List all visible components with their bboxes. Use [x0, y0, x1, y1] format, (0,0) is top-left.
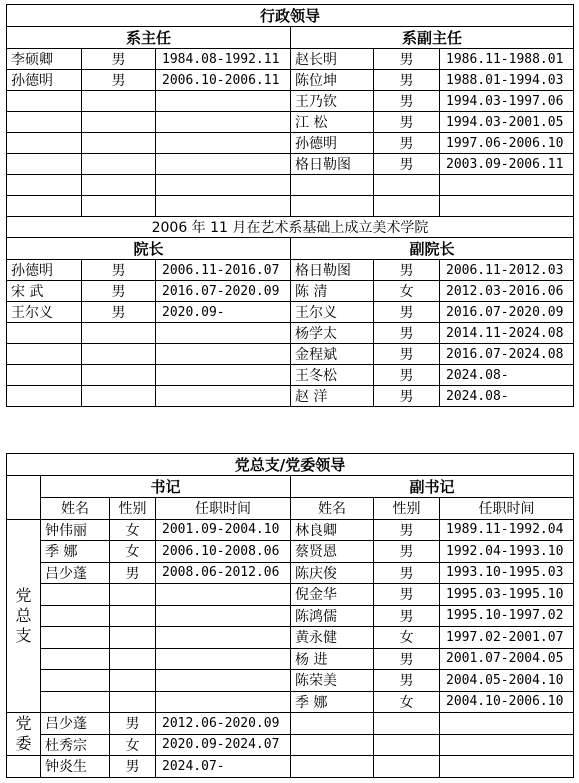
person-gender: 女	[110, 541, 156, 563]
table-row	[7, 584, 574, 606]
person-term: 1989.11-1992.04	[440, 519, 574, 541]
empty-cell	[41, 691, 110, 713]
person-name: 陈荣美	[291, 670, 374, 692]
empty-cell	[7, 133, 82, 154]
empty-cell	[156, 175, 291, 196]
empty-cell	[7, 386, 82, 407]
empty-cell	[374, 196, 440, 217]
person-name: 王尔义	[291, 302, 374, 323]
empty-cell	[156, 670, 291, 692]
person-gender: 女	[374, 281, 440, 302]
empty-cell	[291, 196, 374, 217]
person-gender: 女	[374, 627, 440, 649]
person-term: 2006.10-2006.11	[156, 70, 291, 91]
person-gender: 男	[82, 70, 156, 91]
empty-cell	[82, 386, 156, 407]
empty-cell	[156, 323, 291, 344]
person-term: 2014.11-2024.08	[440, 323, 574, 344]
person-name: 吕少蓬	[41, 713, 110, 735]
empty-cell	[291, 175, 374, 196]
table-row	[7, 323, 574, 344]
empty-cell	[291, 713, 374, 735]
empty-cell	[156, 365, 291, 386]
empty-cell	[156, 154, 291, 175]
branch-label	[7, 519, 41, 713]
person-gender: 男	[374, 386, 440, 407]
person-gender: 男	[374, 584, 440, 606]
person-term: 2003.09-2006.11	[440, 154, 574, 175]
empty-cell	[374, 756, 440, 778]
person-gender: 女	[374, 691, 440, 713]
col-gender-header: 性别	[110, 498, 156, 520]
person-gender: 男	[82, 281, 156, 302]
committee-label-char: 党	[15, 714, 32, 733]
title-row	[7, 454, 574, 476]
empty-cell	[156, 133, 291, 154]
person-name: 林良卿	[291, 519, 374, 541]
person-name: 钟炎生	[41, 756, 110, 778]
person-gender: 男	[374, 91, 440, 112]
empty-cell	[41, 584, 110, 606]
empty-cell	[7, 344, 82, 365]
note-row	[7, 217, 574, 238]
empty-cell	[7, 756, 41, 778]
person-name: 金程斌	[291, 344, 374, 365]
empty-cell	[82, 154, 156, 175]
person-term: 2006.10-2008.06	[156, 541, 291, 563]
person-gender: 男	[374, 519, 440, 541]
person-name: 赵长明	[291, 49, 374, 70]
branch-label-char: 支	[15, 625, 32, 645]
person-term: 2016.07-2024.08	[440, 344, 574, 365]
person-name: 孙德明	[7, 70, 82, 91]
empty-cell	[7, 112, 82, 133]
empty-cell	[156, 91, 291, 112]
table-row	[7, 175, 574, 196]
person-term: 2016.07-2020.09	[156, 281, 291, 302]
person-gender: 男	[374, 605, 440, 627]
person-term: 1984.08-1992.11	[156, 49, 291, 70]
empty-cell	[110, 670, 156, 692]
empty-cell	[82, 133, 156, 154]
empty-cell	[440, 713, 574, 735]
branch-label-char: 党	[15, 585, 32, 605]
table-row	[7, 154, 574, 175]
table-row	[7, 344, 574, 365]
person-gender: 女	[110, 734, 156, 756]
person-gender: 男	[374, 70, 440, 91]
person-gender: 男	[374, 562, 440, 584]
person-name: 吕少蓬	[41, 562, 110, 584]
section-header-row	[7, 476, 574, 498]
table-row	[7, 627, 574, 649]
empty-cell	[156, 605, 291, 627]
table-row	[7, 49, 574, 70]
dean-header: 院长	[7, 238, 291, 260]
empty-cell	[374, 734, 440, 756]
table-row	[7, 386, 574, 407]
admin-title: 行政领导	[7, 5, 574, 27]
empty-cell	[291, 734, 374, 756]
empty-cell	[82, 196, 156, 217]
table-row	[7, 541, 574, 563]
table-row	[7, 70, 574, 91]
person-name: 王冬松	[291, 365, 374, 386]
empty-cell	[156, 627, 291, 649]
person-gender: 男	[82, 260, 156, 281]
table-row	[7, 112, 574, 133]
person-term: 2004.05-2004.10	[440, 670, 574, 692]
person-term: 1992.04-1993.10	[440, 541, 574, 563]
empty-cell	[110, 584, 156, 606]
person-name: 王尔义	[7, 302, 82, 323]
person-term: 1994.03-1997.06	[440, 91, 574, 112]
table-row	[7, 648, 574, 670]
person-term: 2016.07-2020.09	[440, 302, 574, 323]
person-gender: 男	[374, 302, 440, 323]
table-row	[7, 133, 574, 154]
person-name: 格日勒图	[291, 260, 374, 281]
person-name: 陈庆俊	[291, 562, 374, 584]
empty-cell	[7, 365, 82, 386]
deputy-secretary-header: 副书记	[291, 476, 574, 498]
person-name: 李硕卿	[7, 49, 82, 70]
empty-cell	[41, 648, 110, 670]
col-name-header: 姓名	[291, 498, 374, 520]
person-term: 2020.09-2024.07	[156, 734, 291, 756]
table-row	[7, 260, 574, 281]
table-row	[7, 670, 574, 692]
person-gender: 男	[374, 112, 440, 133]
party-title: 党总支/党委领导	[7, 454, 574, 476]
person-gender: 女	[110, 519, 156, 541]
person-name: 王乃钦	[291, 91, 374, 112]
committee-label	[7, 713, 41, 756]
person-gender: 男	[110, 713, 156, 735]
empty-cell	[41, 670, 110, 692]
table-row	[7, 281, 574, 302]
empty-cell	[7, 323, 82, 344]
empty-cell	[82, 323, 156, 344]
person-gender: 男	[110, 756, 156, 778]
empty-cell	[7, 196, 82, 217]
person-gender: 男	[82, 302, 156, 323]
secretary-header: 书记	[41, 476, 291, 498]
section-header-row	[7, 238, 574, 260]
person-term: 2004.10-2006.10	[440, 691, 574, 713]
person-term: 2012.03-2016.06	[440, 281, 574, 302]
person-name: 陈 清	[291, 281, 374, 302]
person-term: 2024.08-	[440, 365, 574, 386]
person-gender: 男	[82, 49, 156, 70]
empty-cell	[156, 386, 291, 407]
person-name: 钟伟丽	[41, 519, 110, 541]
founding-note: 2006 年 11 月在艺术系基础上成立美术学院	[7, 217, 574, 238]
person-name: 黄永健	[291, 627, 374, 649]
table-row	[7, 519, 574, 541]
person-name: 倪金华	[291, 584, 374, 606]
person-name: 蔡贤恩	[291, 541, 374, 563]
person-term: 2024.07-	[156, 756, 291, 778]
empty-cell	[110, 648, 156, 670]
vice-dean-header: 副院长	[291, 238, 574, 260]
person-gender: 男	[374, 133, 440, 154]
person-term: 2001.07-2004.05	[440, 648, 574, 670]
person-name: 杜秀宗	[41, 734, 110, 756]
person-term: 1997.02-2001.07	[440, 627, 574, 649]
empty-cell	[440, 175, 574, 196]
person-name: 杨 进	[291, 648, 374, 670]
empty-cell	[82, 175, 156, 196]
person-term: 2006.11-2016.07	[156, 260, 291, 281]
person-name: 季 娜	[41, 541, 110, 563]
col-term-header: 任职时间	[440, 498, 574, 520]
empty-cell	[110, 605, 156, 627]
empty-cell	[440, 196, 574, 217]
empty-cell	[156, 648, 291, 670]
empty-cell	[156, 196, 291, 217]
person-name: 孙德明	[7, 260, 82, 281]
col-gender-header: 性别	[374, 498, 440, 520]
empty-cell	[7, 91, 82, 112]
empty-cell	[291, 756, 374, 778]
empty-cell	[374, 175, 440, 196]
person-gender: 男	[374, 648, 440, 670]
person-term: 1995.10-1997.02	[440, 605, 574, 627]
corner-cell	[7, 476, 41, 520]
table-row	[7, 756, 574, 778]
person-gender: 男	[374, 365, 440, 386]
empty-cell	[82, 112, 156, 133]
empty-cell	[7, 154, 82, 175]
person-name: 陈鸿儒	[291, 605, 374, 627]
person-term: 2001.09-2004.10	[156, 519, 291, 541]
person-name: 格日勒图	[291, 154, 374, 175]
table-row	[7, 734, 574, 756]
section-header-row	[7, 27, 574, 49]
table-row	[7, 302, 574, 323]
empty-cell	[440, 756, 574, 778]
empty-cell	[156, 112, 291, 133]
table-row	[7, 196, 574, 217]
person-term: 1993.10-1995.03	[440, 562, 574, 584]
person-term: 2008.06-2012.06	[156, 562, 291, 584]
person-gender: 男	[110, 562, 156, 584]
col-name-header: 姓名	[41, 498, 110, 520]
empty-cell	[82, 91, 156, 112]
table-row	[7, 91, 574, 112]
person-name: 季 娜	[291, 691, 374, 713]
person-gender: 男	[374, 670, 440, 692]
person-name: 陈位坤	[291, 70, 374, 91]
empty-cell	[156, 344, 291, 365]
person-term: 2006.11-2012.03	[440, 260, 574, 281]
person-name: 宋 武	[7, 281, 82, 302]
empty-cell	[82, 365, 156, 386]
table-row	[7, 562, 574, 584]
party-leadership-table	[6, 453, 574, 778]
title-row	[7, 5, 574, 27]
empty-cell	[41, 605, 110, 627]
empty-cell	[110, 627, 156, 649]
person-gender: 男	[374, 154, 440, 175]
person-term: 1997.06-2006.10	[440, 133, 574, 154]
column-header-row	[7, 498, 574, 520]
table-row	[7, 713, 574, 735]
empty-cell	[41, 627, 110, 649]
table-row	[7, 365, 574, 386]
person-gender: 男	[374, 344, 440, 365]
person-gender: 男	[374, 49, 440, 70]
empty-cell	[156, 691, 291, 713]
person-term: 1986.11-1988.01	[440, 49, 574, 70]
empty-cell	[82, 344, 156, 365]
person-term: 1994.03-2001.05	[440, 112, 574, 133]
person-name: 杨学太	[291, 323, 374, 344]
person-gender: 男	[374, 260, 440, 281]
person-name: 赵 洋	[291, 386, 374, 407]
empty-cell	[110, 691, 156, 713]
person-term: 2012.06-2020.09	[156, 713, 291, 735]
person-gender: 男	[374, 323, 440, 344]
empty-cell	[440, 734, 574, 756]
empty-cell	[374, 713, 440, 735]
branch-label-char: 总	[15, 605, 32, 625]
empty-cell	[156, 584, 291, 606]
person-term: 1988.01-1994.03	[440, 70, 574, 91]
table-row	[7, 605, 574, 627]
col-term-header: 任职时间	[156, 498, 291, 520]
person-term: 2024.08-	[440, 386, 574, 407]
person-name: 江 松	[291, 112, 374, 133]
admin-leadership-table	[6, 4, 574, 407]
person-term: 2020.09-	[156, 302, 291, 323]
empty-cell	[7, 175, 82, 196]
person-gender: 男	[374, 541, 440, 563]
dept-head-header: 系主任	[7, 27, 291, 49]
table-row	[7, 691, 574, 713]
person-name: 孙德明	[291, 133, 374, 154]
person-term: 1995.03-1995.10	[440, 584, 574, 606]
dept-deputy-header: 系副主任	[291, 27, 574, 49]
committee-label-char: 委	[15, 734, 32, 753]
